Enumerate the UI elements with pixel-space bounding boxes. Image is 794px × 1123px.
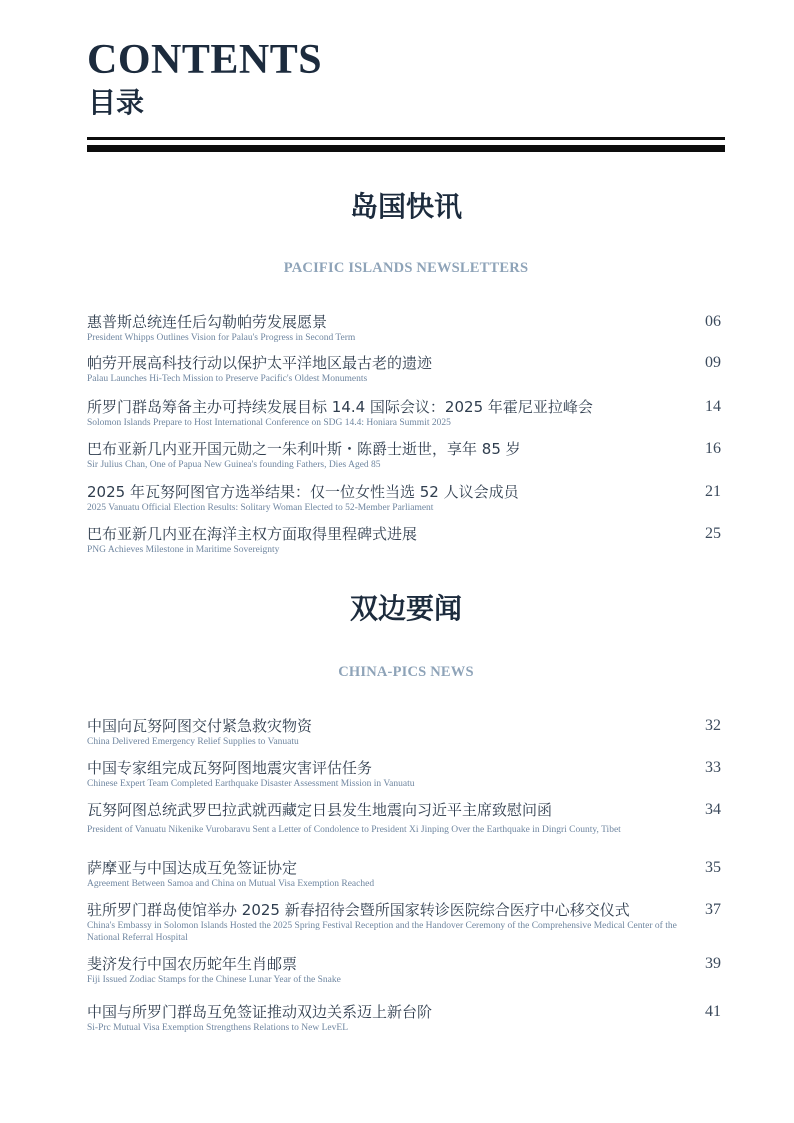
toc-entry-title-en: Si-Prc Mutual Visa Exemption Strengthens Relations to New LevEL xyxy=(87,1023,348,1033)
toc-entry[interactable] xyxy=(87,758,721,790)
toc-entry[interactable] xyxy=(87,524,721,556)
toc-entry-page-number: 14 xyxy=(705,398,721,415)
toc-entry-title-en: Agreement Between Samoa and China on Mutual Visa Exemption Reached xyxy=(87,879,375,889)
toc-entry-page-number: 21 xyxy=(705,483,721,500)
toc-entry-title-cn: 瓦努阿图总统武罗巴拉武就西藏定日县发生地震向习近平主席致慰问函 xyxy=(87,801,553,819)
toc-entry-title-en: China's Embassy in Solomon Islands Hosted the 2025 Spring Festival Reception and the Handover Ceremony of the Comprehensive Medical Center of the National Referral Hospital xyxy=(87,921,677,943)
toc-entry-page-number: 09 xyxy=(705,354,721,371)
toc-entry-title-en: PNG Achieves Milestone in Maritime Sovereignty xyxy=(87,545,280,555)
toc-entry-title-cn: 巴布亚新几内亚开国元勋之一朱利叶斯・陈爵士逝世，享年 85 岁 xyxy=(87,440,521,458)
toc-entry-page-number: 39 xyxy=(705,955,721,972)
toc-entry-title-en: President Whipps Outlines Vision for Palau's Progress in Second Term xyxy=(87,333,356,343)
toc-entry[interactable] xyxy=(87,1002,721,1034)
contents-title-chinese: 目录 xyxy=(88,86,145,119)
toc-entry-title-cn: 中国专家组完成瓦努阿图地震灾害评估任务 xyxy=(87,759,373,777)
section-subtitle-china-pics: CHINA-PICS NEWS xyxy=(338,664,474,680)
toc-entry[interactable] xyxy=(87,439,721,471)
header-divider-thin xyxy=(87,137,725,140)
toc-entry[interactable] xyxy=(87,954,721,986)
toc-entry[interactable] xyxy=(87,312,721,344)
toc-entry-title-cn: 中国与所罗门群岛互免签证推动双边关系迈上新台阶 xyxy=(87,1003,433,1021)
toc-entry-page-number: 33 xyxy=(705,759,721,776)
toc-entry-title-en: Chinese Expert Team Completed Earthquake Disaster Assessment Mission in Vanuatu xyxy=(87,779,415,789)
toc-entry[interactable] xyxy=(87,397,721,429)
toc-entry-page-number: 34 xyxy=(705,801,721,818)
section-title-china-pics: 双边要闻 xyxy=(349,592,462,625)
toc-entry-page-number: 25 xyxy=(705,525,721,542)
toc-entry-title-cn: 中国向瓦努阿图交付紧急救灾物资 xyxy=(87,717,313,735)
toc-entry-title-cn: 驻所罗门群岛使馆举办 2025 新春招待会暨所国家转诊医院综合医疗中心移交仪式 xyxy=(87,901,630,919)
toc-entry-title-en: Palau Launches Hi-Tech Mission to Preserve Pacific's Oldest Monuments xyxy=(87,374,368,384)
toc-entry-title-en: Sir Julius Chan, One of Papua New Guinea's founding Fathers, Dies Aged 85 xyxy=(87,460,381,470)
toc-entry-title-cn: 巴布亚新几内亚在海洋主权方面取得里程碑式进展 xyxy=(87,525,418,543)
toc-entry-title-cn: 2025 年瓦努阿图官方选举结果：仅一位女性当选 52 人议会成员 xyxy=(87,483,519,501)
toc-entry-title-en: Fiji Issued Zodiac Stamps for the Chinese Lunar Year of the Snake xyxy=(87,975,341,985)
toc-entry-page-number: 16 xyxy=(705,440,721,457)
contents-title: CONTENTS xyxy=(87,37,323,83)
toc-entry[interactable] xyxy=(87,353,721,385)
section-subtitle-pacific-islands: PACIFIC ISLANDS NEWSLETTERS xyxy=(283,260,529,276)
toc-entry-title-cn: 帕劳开展高科技行动以保护太平洋地区最古老的遗迹 xyxy=(87,354,433,372)
toc-entry-title-en: China Delivered Emergency Relief Supplies to Vanuatu xyxy=(87,737,299,747)
toc-entry[interactable] xyxy=(87,482,721,514)
toc-entry-title-en: 2025 Vanuatu Official Election Results: Solitary Woman Elected to 52-Member Parliament xyxy=(87,503,434,513)
toc-entry[interactable] xyxy=(87,900,721,944)
toc-entry[interactable] xyxy=(87,858,721,890)
header-divider-thick xyxy=(87,145,725,152)
toc-entry-title-en: Solomon Islands Prepare to Host International Conference on SDG 14.4: Honiara Summit 2025 xyxy=(87,418,451,428)
toc-entry-page-number: 06 xyxy=(705,313,721,330)
section-title-pacific-islands: 岛国快讯 xyxy=(349,190,462,223)
toc-entry-page-number: 35 xyxy=(705,859,721,876)
toc-entry[interactable] xyxy=(87,716,721,748)
toc-entry-page-number: 41 xyxy=(705,1003,721,1020)
toc-entry-title-cn: 萨摩亚与中国达成互免签证协定 xyxy=(87,859,298,877)
toc-entry-title-cn: 斐济发行中国农历蛇年生肖邮票 xyxy=(87,955,298,973)
toc-entry-title-cn: 惠普斯总统连任后勾勒帕劳发展愿景 xyxy=(87,313,328,331)
toc-entry-page-number: 32 xyxy=(705,717,721,734)
toc-entry[interactable] xyxy=(87,800,721,836)
toc-entry-title-cn: 所罗门群岛筹备主办可持续发展目标 14.4 国际会议：2025 年霍尼亚拉峰会 xyxy=(87,398,593,416)
toc-entry-page-number: 37 xyxy=(705,901,721,918)
toc-entry-title-en: President of Vanuatu Nikenike Vurobaravu Sent a Letter of Condolence to President Xi Jinping Over the Earthquake in Dingri County, Tibet xyxy=(87,825,621,835)
